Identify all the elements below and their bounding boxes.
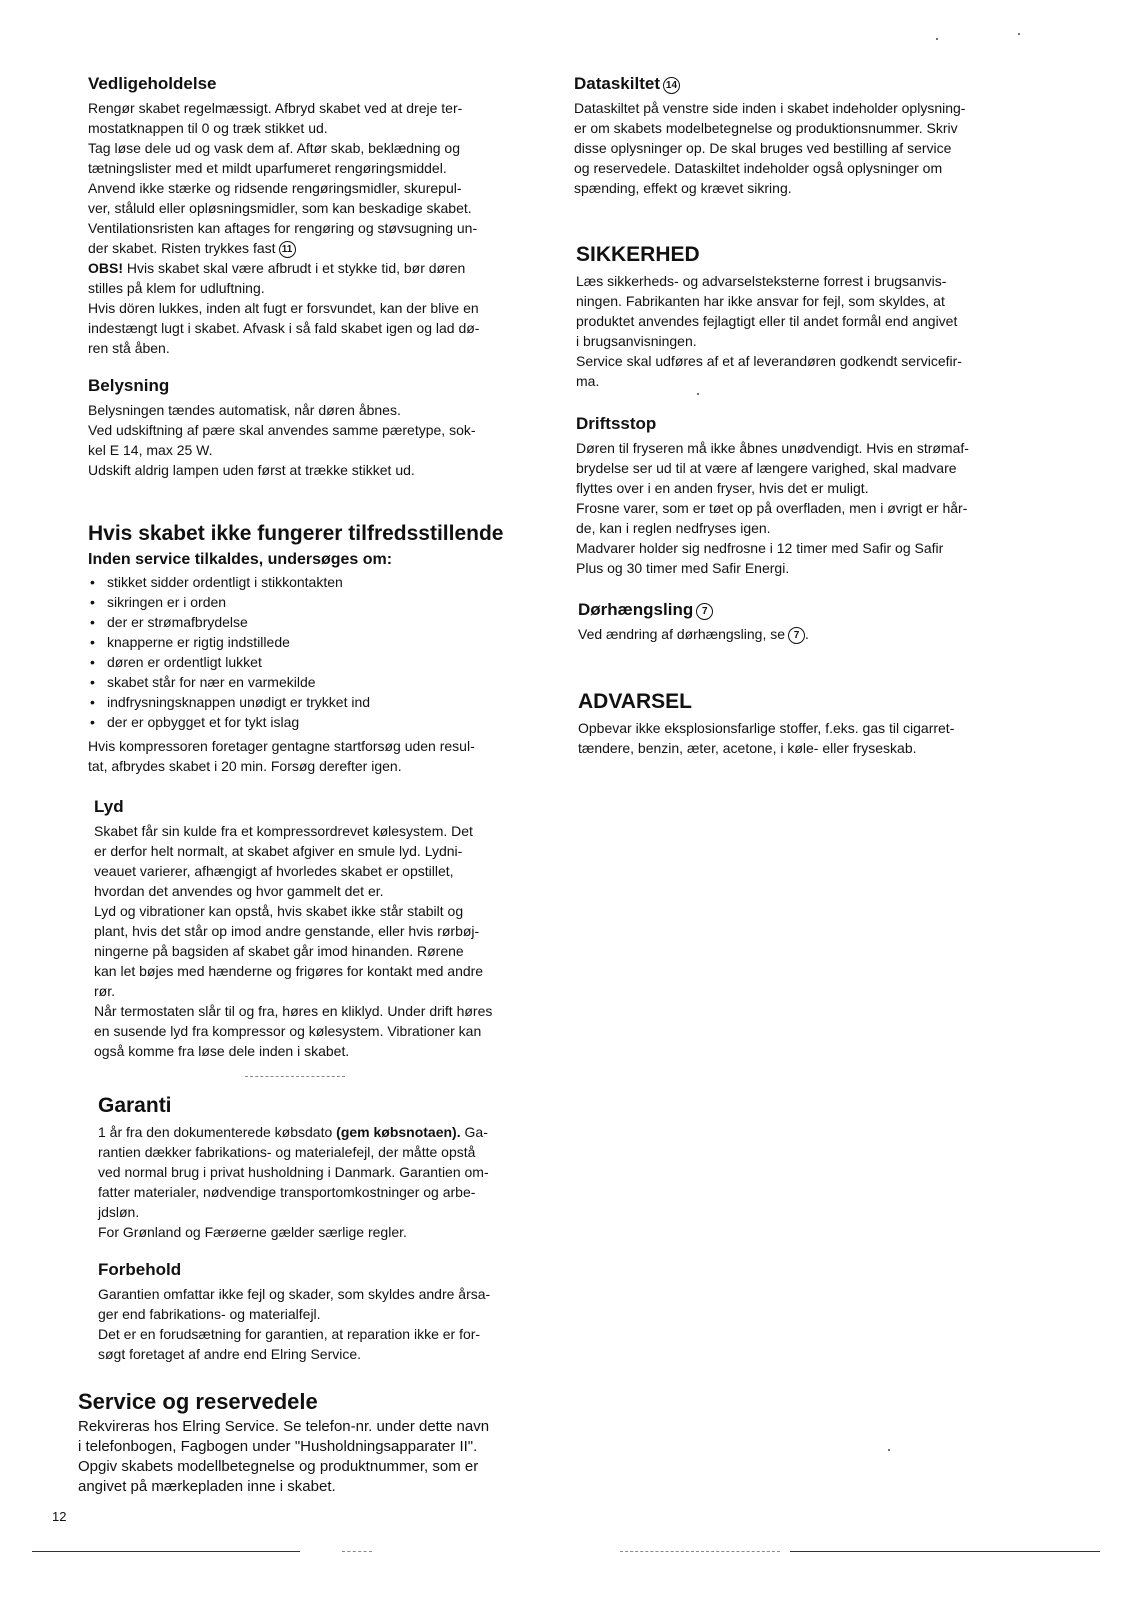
vedligeholdelse-heading: Vedligeholdelse (88, 74, 217, 93)
garanti-line: rantien dækker fabrikations- og materialefejl, der måtte opstå (98, 1144, 476, 1160)
driftsstop-line: brydelse ser ud til at være af længere varighed, skal madvare (576, 460, 957, 476)
lyd-line: kan let bøjes med hænderne og frigøres for kontakt med andre (94, 963, 484, 979)
lyd-line: er derfor helt normalt, at skabet afgiver en smule lyd. Lydni- (94, 843, 463, 859)
service-section (78, 1389, 558, 1497)
list-item: • stikket sidder ordentligt i stikkontakten (88, 572, 558, 592)
advarsel-heading: ADVARSEL (578, 690, 692, 713)
lyd-line: hvordan det anvendes og hvor gammelt det er. (94, 883, 384, 899)
sikkerhed-line: Service skal udføres af et af leverandøren godkendt servicefir- (576, 353, 962, 369)
vedligeholdelse-line: ver, ståluld eller opløsningsmidler, som kan beskadige skabet. (88, 200, 472, 216)
dorhaengsling-line-end: . (805, 626, 809, 642)
lyd-line: ningerne på bagsiden af skabet går imod hinanden. Rørene (94, 943, 464, 959)
sikkerhed-heading: SIKKERHED (576, 243, 700, 266)
belysning-line: kel E 14, max 25 W. (88, 442, 213, 458)
garanti-line (98, 1122, 558, 1142)
bottom-rule (790, 1551, 1100, 1552)
lyd-line: plant, hvis det står op imod andre genstande, eller hvis rørbøj- (94, 923, 480, 939)
driftsstop-section (576, 414, 1046, 578)
garanti-line: jdsløn. (98, 1204, 140, 1220)
forbehold-line: Garantien omfattar ikke fejl og skader, som skyldes andre årsa- (98, 1286, 491, 1302)
hvis-skabet-section (88, 522, 558, 776)
forbehold-heading: Forbehold (98, 1260, 182, 1279)
belysning-line: Ved udskiftning af pære skal anvendes samme pæretype, sok- (88, 422, 476, 438)
dataskiltet-line: og reservedele. Dataskiltet indeholder også oplysninger om (574, 160, 943, 176)
list-item: • der er opbygget et for tykt islag (88, 712, 558, 732)
figure-ref-7-inline: 7 (788, 627, 805, 644)
obs-label: OBS! (88, 260, 123, 276)
sikkerhed-line: ma. (576, 373, 600, 389)
bottom-rule (32, 1551, 300, 1552)
service-line: i telefonbogen, Fagbogen under "Husholdningsapparater II". (78, 1438, 478, 1455)
vedligeholdelse-line: tætningslister med et mildt uparfumeret rengøringsmiddel. (88, 160, 447, 176)
lyd-line: rør. (94, 983, 115, 999)
dataskiltet-line: spænding, effekt og krævet sikring. (574, 180, 792, 196)
garanti-section (98, 1094, 558, 1242)
compressor-note-line: Hvis kompressoren foretager gentagne startforsøg uden resul- (88, 738, 475, 754)
obs-line: Hvis dören lukkes, inden alt fugt er forsvundet, kan der blive en (88, 300, 479, 316)
dataskiltet-heading (574, 74, 1044, 94)
service-line: angivet på mærkepladen inne i skabet. (78, 1478, 336, 1495)
garanti-line-pre: 1 år fra den dokumenterede købsdato (98, 1124, 337, 1140)
dorhaengsling-section (578, 600, 1048, 644)
dataskiltet-line: er om skabets modelbetegnelse og produktionsnummer. Skriv (574, 120, 958, 136)
dataskiltet-title: Dataskiltet (574, 74, 660, 93)
scan-speck (1018, 33, 1020, 35)
advarsel-line: tændere, benzin, æter, acetone, i køle- eller fryseskab. (578, 740, 917, 756)
lyd-line: Når termostaten slår til og fra, høres en kliklyd. Under drift høres (94, 1003, 493, 1019)
belysning-line: Udskift aldrig lampen uden først at trække stikket ud. (88, 462, 415, 478)
list-item: • døren er ordentligt lukket (88, 652, 558, 672)
lyd-heading: Lyd (94, 797, 124, 816)
forbehold-line: Det er en forudsætning for garantien, at reparation ikke er for- (98, 1326, 481, 1342)
belysning-section (88, 376, 558, 480)
sikkerhed-line: ningen. Fabrikanten har ikke ansvar for fejl, som skyldes, at (576, 293, 945, 309)
forbehold-line: søgt foretaget af andre end Elring Service. (98, 1346, 362, 1362)
list-item: • der er strømafbrydelse (88, 612, 558, 632)
dorhaengsling-heading (578, 600, 1048, 620)
lyd-line: en susende lyd fra kompressor og kølesystem. Vibrationer kan (94, 1023, 482, 1039)
hvis-skabet-subheading: Inden service tilkaldes, undersøges om: (88, 551, 393, 568)
dataskiltet-line: Dataskiltet på venstre side inden i skabet indeholder oplysning- (574, 100, 966, 116)
forbehold-line: ger end fabrikations- og materialfejl. (98, 1306, 321, 1322)
scan-speck (936, 38, 938, 40)
sikkerhed-line: i brugsanvisningen. (576, 333, 697, 349)
hvis-skabet-heading: Hvis skabet ikke fungerer tilfredsstillende (88, 522, 504, 545)
obs-line: stilles på klem for udluftning. (88, 280, 265, 296)
vedligeholdelse-line: Tag løse dele ud og vask dem af. Aftør skab, beklædning og (88, 140, 460, 156)
driftsstop-line: de, kan i reglen nedfryses igen. (576, 520, 771, 536)
garanti-line: ved normal brug i privat husholdning i Danmark. Garantien om- (98, 1164, 489, 1180)
driftsstop-line: Frosne varer, som er tøet op på overfladen, men i øvrigt er hår- (576, 500, 968, 516)
garanti-line: fatter materialer, nødvendige transportomkostninger og arbe- (98, 1184, 476, 1200)
list-item: • knapperne er rigtig indstillede (88, 632, 558, 652)
dorhaengsling-line (578, 624, 1048, 644)
compressor-note-line: tat, afbrydes skabet i 20 min. Forsøg derefter igen. (88, 758, 402, 774)
advarsel-section (578, 690, 1048, 758)
belysning-heading: Belysning (88, 376, 170, 395)
list-item: • skabet står for nær en varmekilde (88, 672, 558, 692)
page-number: 12 (52, 1509, 67, 1524)
scan-speck (697, 393, 699, 395)
driftsstop-line: flyttes over i en anden fryser, hvis det er muligt. (576, 480, 869, 496)
garanti-emphasis: (gem købsnotaen). (336, 1124, 461, 1140)
sikkerhed-line: Læs sikkerheds- og advarselsteksterne forrest i brugsanvis- (576, 273, 947, 289)
driftsstop-heading: Driftsstop (576, 414, 657, 433)
scan-dash (245, 1076, 345, 1078)
figure-ref-11: 11 (279, 241, 296, 258)
lyd-section (94, 797, 554, 1061)
list-item: • indfrysningsknappen unødigt er trykket ind (88, 692, 558, 712)
obs-text: Hvis skabet skal være afbrudt i et stykke tid, bør døren (123, 260, 466, 276)
figure-ref-7: 7 (696, 603, 713, 620)
vedligeholdelse-line-text: der skabet. Risten trykkes fast (88, 240, 276, 256)
dorhaengsling-line-text: Ved ændring af dørhængsling, se (578, 626, 786, 642)
service-line: Opgiv skabets modellbetegnelse og produktnummer, som er (78, 1458, 479, 1475)
advarsel-line: Opbevar ikke eksplosionsfarlige stoffer, f.eks. gas til cigarret- (578, 720, 955, 736)
vedligeholdelse-line (88, 238, 558, 258)
driftsstop-line: Plus og 30 timer med Safir Energi. (576, 560, 790, 576)
vedligeholdelse-line: Ventilationsristen kan aftages for rengøring og støvsugning un- (88, 220, 478, 236)
vedligeholdelse-section (88, 74, 558, 358)
garanti-line: For Grønland og Færøerne gælder særlige regler. (98, 1224, 407, 1240)
service-line: Rekvireras hos Elring Service. Se telefon-nr. under dette navn (78, 1418, 490, 1435)
lyd-line: Lyd og vibrationer kan opstå, hvis skabet ikke står stabilt og (94, 903, 464, 919)
driftsstop-line: Madvarer holder sig nedfrosne i 12 timer med Safir og Safir (576, 540, 944, 556)
sikkerhed-line: produktet anvendes fejlagtigt eller til andet formål end angivet (576, 313, 958, 329)
garanti-heading: Garanti (98, 1094, 172, 1117)
lyd-line: Skabet får sin kulde fra et kompressordrevet kølesystem. Det (94, 823, 473, 839)
driftsstop-line: Døren til fryseren må ikke åbnes unødvendigt. Hvis en strømaf- (576, 440, 969, 456)
dataskiltet-line: disse oplysninger op. De skal bruges ved bestilling af service (574, 140, 952, 156)
belysning-line: Belysningen tændes automatisk, når døren åbnes. (88, 402, 401, 418)
figure-ref-14: 14 (663, 77, 680, 94)
obs-line (88, 258, 558, 278)
sikkerhed-section (576, 243, 1046, 391)
service-heading: Service og reservedele (78, 1389, 318, 1414)
obs-line: indestængt lugt i skabet. Afvask i så fald skabet igen og lad dø- (88, 320, 480, 336)
lyd-line: også komme fra løse dele inden i skabet. (94, 1043, 350, 1059)
checklist (88, 572, 558, 732)
dataskiltet-section (574, 74, 1044, 198)
vedligeholdelse-line: Rengør skabet regelmæssigt. Afbryd skabet ved at dreje ter- (88, 100, 463, 116)
lyd-line: veauet varierer, afhængigt af hvorledes skabet er opstillet, (94, 863, 454, 879)
obs-line: ren stå åben. (88, 340, 170, 356)
garanti-line-post: Ga- (460, 1124, 488, 1140)
vedligeholdelse-line: Anvend ikke stærke og ridsende rengøringsmidler, skurepul- (88, 180, 462, 196)
vedligeholdelse-line: mostatknappen til 0 og træk stikket ud. (88, 120, 328, 136)
bottom-dash (342, 1551, 372, 1553)
dorhaengsling-title: Dørhængsling (578, 600, 694, 619)
bottom-dash (620, 1551, 780, 1553)
list-item: • sikringen er i orden (88, 592, 558, 612)
forbehold-section (98, 1260, 558, 1364)
scan-speck (888, 1449, 890, 1451)
